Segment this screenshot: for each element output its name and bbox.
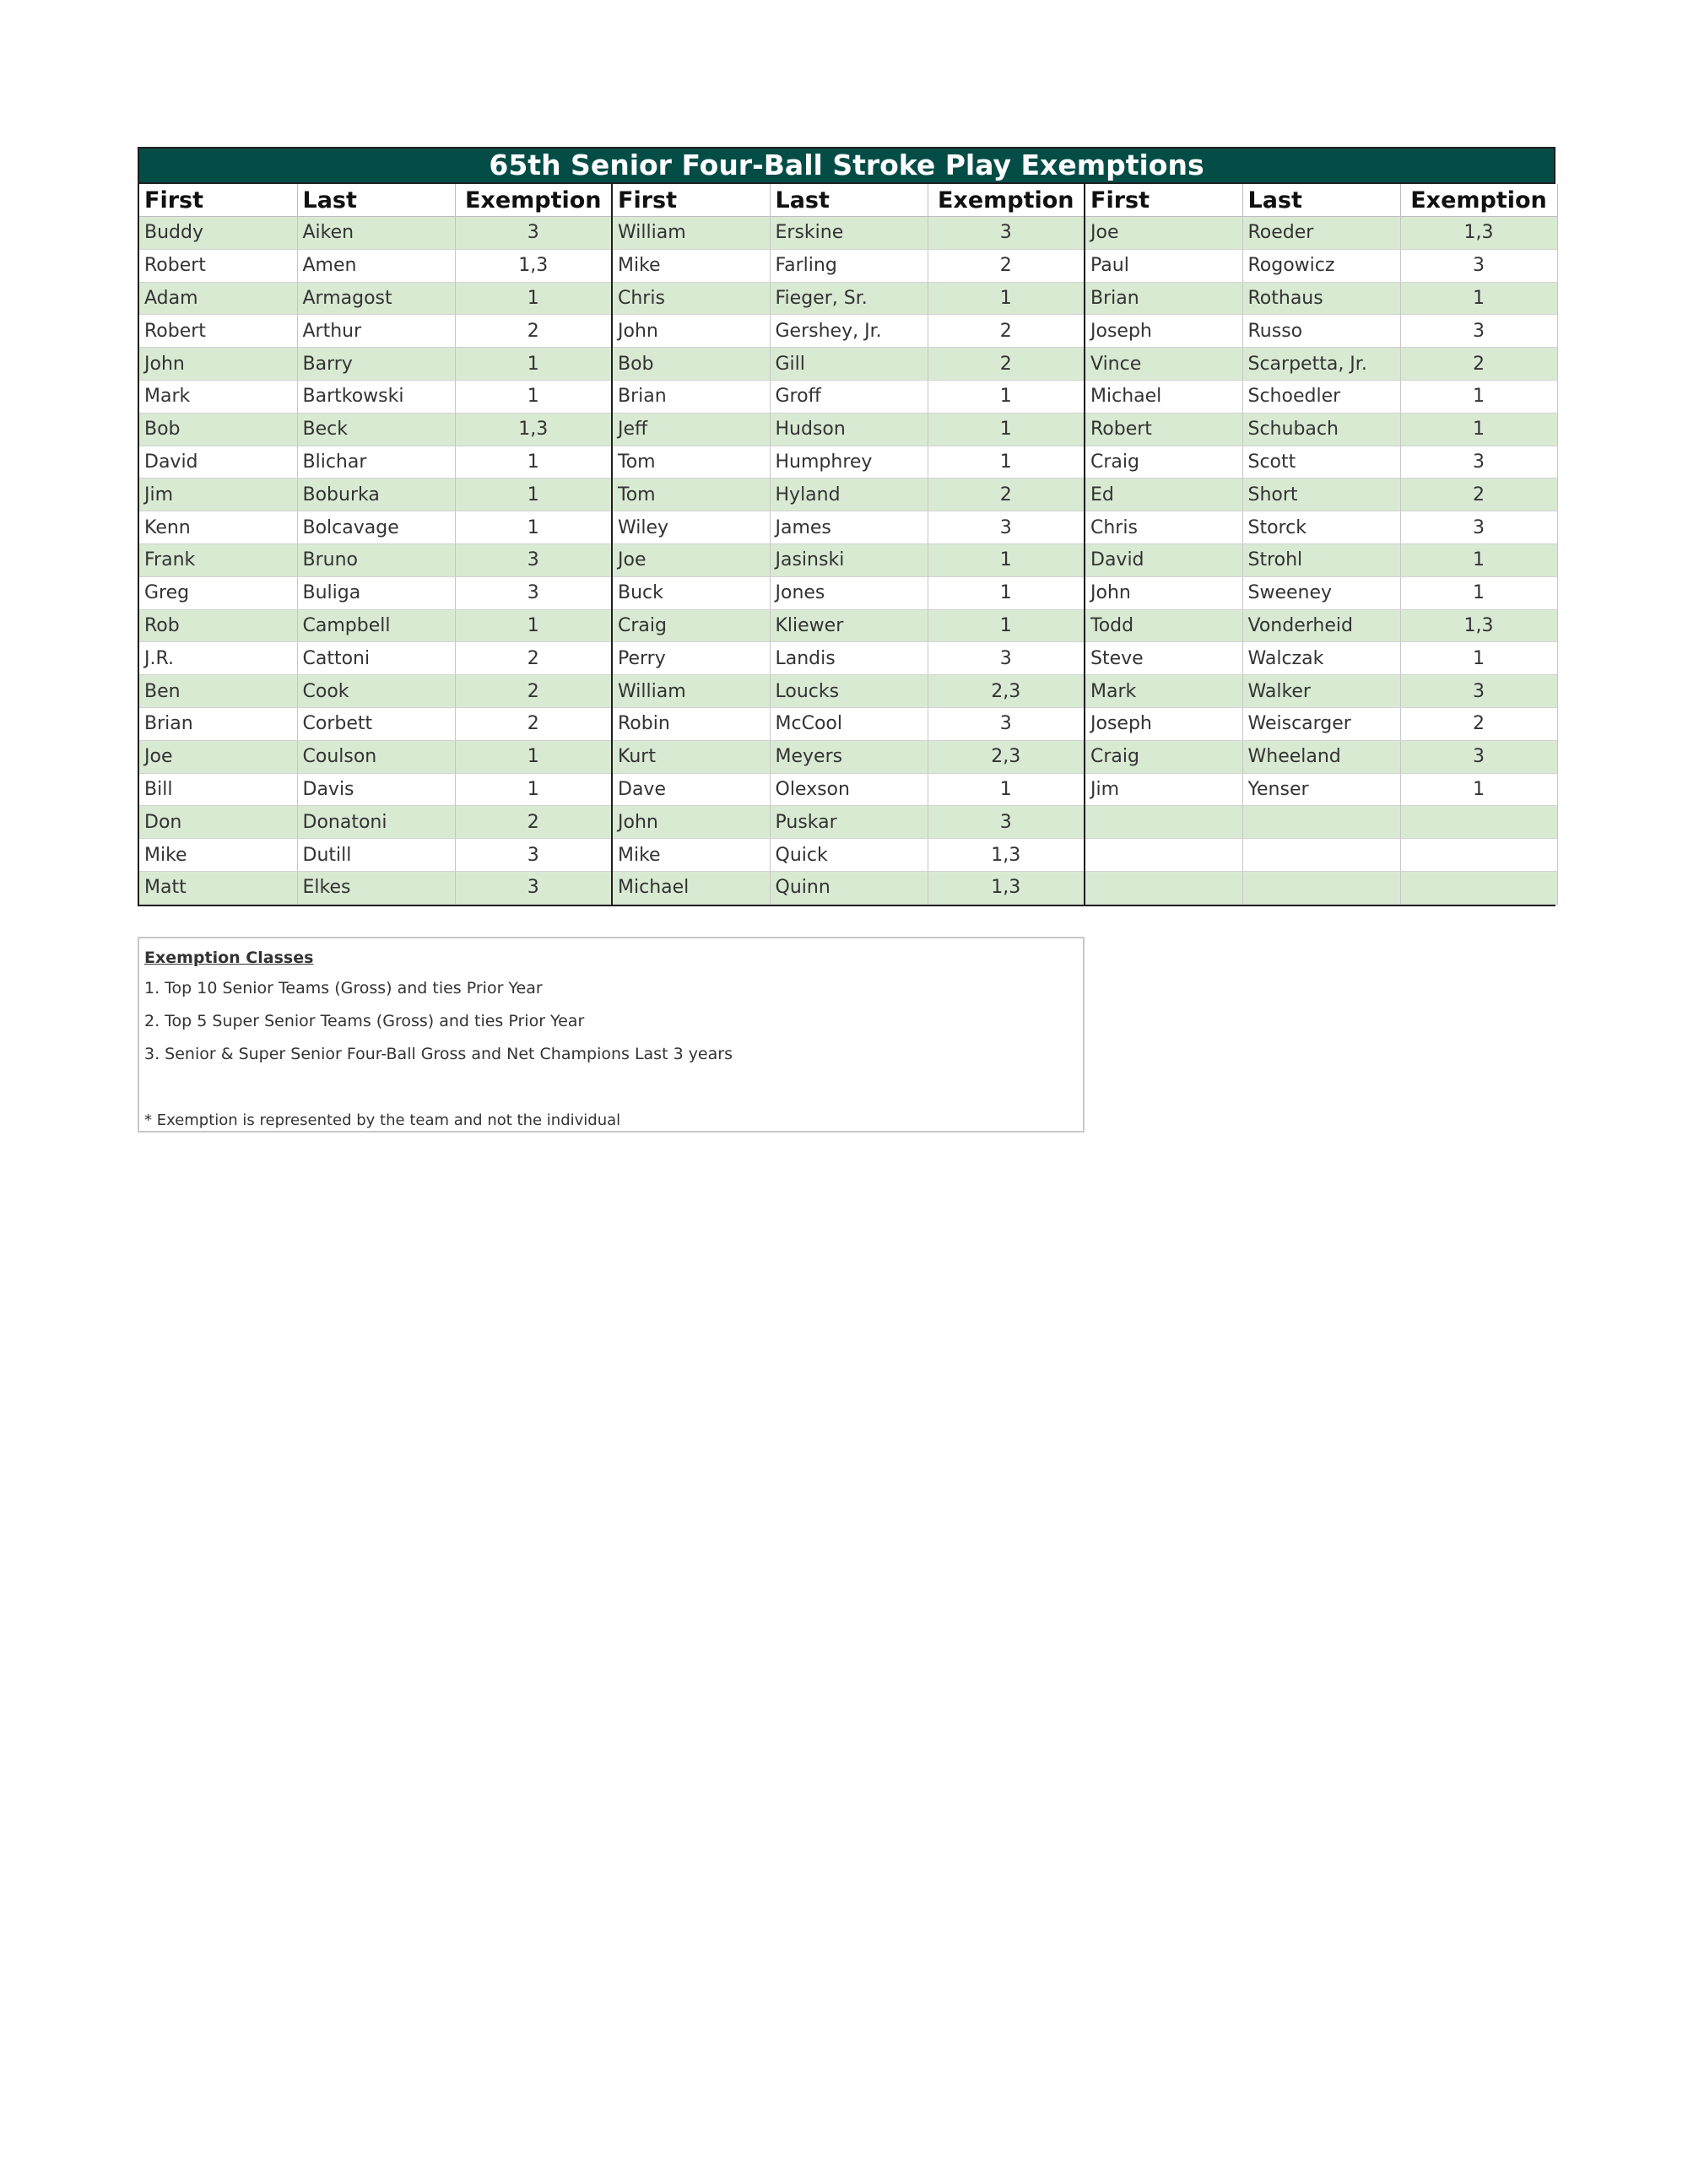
- cell-exemption: 1: [928, 446, 1085, 478]
- cell-first-name: Steve: [1085, 642, 1242, 675]
- cell-last-name: James: [770, 511, 928, 544]
- cell-exemption: 3: [928, 707, 1085, 740]
- cell-exemption: 1: [1400, 380, 1557, 413]
- cell-last-name: Quick: [770, 839, 928, 872]
- cell-first-name: Joe: [612, 543, 770, 576]
- cell-first-name: John: [612, 806, 770, 839]
- cell-first-name: David: [139, 446, 297, 478]
- cell-exemption: [1400, 806, 1557, 839]
- table-row: [139, 707, 1557, 740]
- col-header-first: First: [1085, 184, 1242, 217]
- cell-last-name: Landis: [770, 642, 928, 675]
- cell-first-name: Joseph: [1085, 315, 1242, 348]
- cell-exemption: 3: [1400, 249, 1557, 282]
- table-row: [139, 839, 1557, 872]
- cell-first-name: Bill: [139, 773, 297, 806]
- col-header-last: Last: [770, 184, 928, 217]
- cell-first-name: John: [139, 348, 297, 381]
- cell-exemption: 1: [455, 740, 612, 773]
- cell-first-name: Mark: [1085, 675, 1242, 708]
- cell-last-name: Coulson: [297, 740, 455, 773]
- cell-last-name: Scarpetta, Jr.: [1242, 348, 1400, 381]
- cell-last-name: Wheeland: [1242, 740, 1400, 773]
- cell-exemption: 2: [928, 348, 1085, 381]
- cell-last-name: Campbell: [297, 609, 455, 642]
- cell-last-name: Donatoni: [297, 806, 455, 839]
- cell-last-name: Puskar: [770, 806, 928, 839]
- cell-first-name: Chris: [612, 282, 770, 315]
- cell-last-name: Arthur: [297, 315, 455, 348]
- cell-last-name: Beck: [297, 413, 455, 446]
- cell-last-name: Humphrey: [770, 446, 928, 478]
- cell-first-name: Robert: [139, 315, 297, 348]
- cell-first-name: Brian: [1085, 282, 1242, 315]
- cell-exemption: 2: [455, 642, 612, 675]
- cell-last-name: [1242, 806, 1400, 839]
- cell-exemption: 3: [455, 543, 612, 576]
- cell-last-name: Buliga: [297, 576, 455, 609]
- cell-exemption: 2: [1400, 348, 1557, 381]
- cell-first-name: Bob: [612, 348, 770, 381]
- table-row: [139, 249, 1557, 282]
- cell-last-name: Weiscarger: [1242, 707, 1400, 740]
- cell-exemption: 1: [455, 282, 612, 315]
- col-header-exemption: Exemption: [928, 184, 1085, 217]
- cell-first-name: Jim: [139, 478, 297, 511]
- cell-first-name: [1085, 839, 1242, 872]
- cell-exemption: 3: [1400, 675, 1557, 708]
- cell-first-name: Craig: [1085, 740, 1242, 773]
- cell-last-name: Storck: [1242, 511, 1400, 544]
- cell-last-name: Erskine: [770, 217, 928, 250]
- col-header-exemption: Exemption: [455, 184, 612, 217]
- cell-exemption: 1: [1400, 642, 1557, 675]
- legend-heading: Exemption Classes: [144, 949, 314, 967]
- cell-exemption: 3: [1400, 511, 1557, 544]
- cell-exemption: 3: [1400, 446, 1557, 478]
- table-row: [139, 806, 1557, 839]
- cell-last-name: Vonderheid: [1242, 609, 1400, 642]
- table-row: [139, 576, 1557, 609]
- cell-first-name: Joe: [139, 740, 297, 773]
- cell-exemption: [1400, 839, 1557, 872]
- cell-exemption: 3: [1400, 315, 1557, 348]
- legend-item: 1. Top 10 Senior Teams (Gross) and ties Prior Year: [144, 979, 543, 997]
- cell-exemption: 1,3: [455, 249, 612, 282]
- cell-first-name: Robert: [139, 249, 297, 282]
- legend-item: 3. Senior & Super Senior Four-Ball Gross and Net Champions Last 3 years: [144, 1045, 733, 1063]
- cell-first-name: Paul: [1085, 249, 1242, 282]
- cell-exemption: 1: [928, 282, 1085, 315]
- cell-last-name: Boburka: [297, 478, 455, 511]
- cell-exemption: 3: [455, 576, 612, 609]
- exemptions-table: [139, 184, 1558, 905]
- table-row: [139, 217, 1557, 250]
- cell-exemption: 1,3: [928, 839, 1085, 872]
- cell-last-name: Dutill: [297, 839, 455, 872]
- cell-exemption: 1,3: [1400, 217, 1557, 250]
- legend-item: 2. Top 5 Super Senior Teams (Gross) and ties Prior Year: [144, 1012, 585, 1030]
- header-row: [139, 184, 1557, 217]
- cell-last-name: Armagost: [297, 282, 455, 315]
- table-row: [139, 773, 1557, 806]
- cell-last-name: Bartkowski: [297, 380, 455, 413]
- col-header-last: Last: [297, 184, 455, 217]
- table-row: [139, 675, 1557, 708]
- cell-last-name: Loucks: [770, 675, 928, 708]
- cell-first-name: Todd: [1085, 609, 1242, 642]
- cell-last-name: Fieger, Sr.: [770, 282, 928, 315]
- cell-first-name: Frank: [139, 543, 297, 576]
- cell-first-name: Jim: [1085, 773, 1242, 806]
- table-row: [139, 478, 1557, 511]
- cell-exemption: 3: [1400, 740, 1557, 773]
- cell-last-name: Cook: [297, 675, 455, 708]
- cell-last-name: McCool: [770, 707, 928, 740]
- cell-exemption: 1,3: [455, 413, 612, 446]
- cell-exemption: 3: [455, 217, 612, 250]
- cell-first-name: Kurt: [612, 740, 770, 773]
- legend-note: * Exemption is represented by the team and not the individual: [144, 1111, 621, 1129]
- table-row: [139, 413, 1557, 446]
- cell-first-name: [1085, 806, 1242, 839]
- cell-exemption: 2: [455, 675, 612, 708]
- cell-last-name: Bolcavage: [297, 511, 455, 544]
- cell-first-name: Mark: [139, 380, 297, 413]
- cell-last-name: Jasinski: [770, 543, 928, 576]
- cell-first-name: Michael: [612, 871, 770, 904]
- cell-exemption: 1,3: [1400, 609, 1557, 642]
- cell-last-name: Groff: [770, 380, 928, 413]
- table-row: [139, 543, 1557, 576]
- sheet-title: 65th Senior Four-Ball Stroke Play Exemptions: [139, 149, 1554, 184]
- cell-last-name: Walczak: [1242, 642, 1400, 675]
- cell-last-name: Amen: [297, 249, 455, 282]
- cell-first-name: Kenn: [139, 511, 297, 544]
- cell-exemption: 3: [928, 806, 1085, 839]
- col-header-exemption: Exemption: [1400, 184, 1557, 217]
- cell-first-name: Robin: [612, 707, 770, 740]
- cell-exemption: 1: [928, 413, 1085, 446]
- col-header-first: First: [612, 184, 770, 217]
- cell-last-name: Schubach: [1242, 413, 1400, 446]
- cell-last-name: Kliewer: [770, 609, 928, 642]
- cell-exemption: 3: [928, 217, 1085, 250]
- cell-first-name: Mike: [612, 839, 770, 872]
- cell-exemption: 2,3: [928, 740, 1085, 773]
- cell-last-name: Olexson: [770, 773, 928, 806]
- cell-first-name: Mike: [139, 839, 297, 872]
- cell-last-name: [1242, 871, 1400, 904]
- table-row: [139, 642, 1557, 675]
- cell-exemption: 1: [455, 446, 612, 478]
- cell-last-name: Gershey, Jr.: [770, 315, 928, 348]
- cell-last-name: Russo: [1242, 315, 1400, 348]
- cell-exemption: 2: [1400, 707, 1557, 740]
- cell-exemption: 2: [1400, 478, 1557, 511]
- cell-last-name: Schoedler: [1242, 380, 1400, 413]
- cell-last-name: Hudson: [770, 413, 928, 446]
- cell-first-name: Dave: [612, 773, 770, 806]
- cell-exemption: 2: [928, 249, 1085, 282]
- cell-exemption: 1: [1400, 282, 1557, 315]
- table-row: [139, 282, 1557, 315]
- cell-first-name: Joe: [1085, 217, 1242, 250]
- cell-first-name: Chris: [1085, 511, 1242, 544]
- cell-exemption: 1: [455, 478, 612, 511]
- cell-last-name: Jones: [770, 576, 928, 609]
- cell-exemption: 2,3: [928, 675, 1085, 708]
- cell-last-name: Davis: [297, 773, 455, 806]
- cell-last-name: Rothaus: [1242, 282, 1400, 315]
- table-row: [139, 315, 1557, 348]
- cell-exemption: 1: [455, 348, 612, 381]
- cell-first-name: William: [612, 217, 770, 250]
- table-row: [139, 609, 1557, 642]
- table-row: [139, 446, 1557, 478]
- cell-exemption: 3: [455, 839, 612, 872]
- cell-first-name: Vince: [1085, 348, 1242, 381]
- cell-exemption: 3: [455, 871, 612, 904]
- table-row: [139, 511, 1557, 544]
- cell-last-name: Aiken: [297, 217, 455, 250]
- cell-exemption: 2: [928, 478, 1085, 511]
- cell-exemption: 2: [455, 315, 612, 348]
- cell-exemption: 2: [455, 707, 612, 740]
- table-row: [139, 871, 1557, 904]
- cell-first-name: J.R.: [139, 642, 297, 675]
- cell-first-name: William: [612, 675, 770, 708]
- cell-exemption: 1: [928, 773, 1085, 806]
- cell-exemption: 1: [1400, 773, 1557, 806]
- cell-last-name: Meyers: [770, 740, 928, 773]
- cell-exemption: 1: [455, 609, 612, 642]
- cell-last-name: Sweeney: [1242, 576, 1400, 609]
- cell-first-name: Michael: [1085, 380, 1242, 413]
- cell-exemption: 1: [1400, 543, 1557, 576]
- cell-first-name: Greg: [139, 576, 297, 609]
- cell-first-name: Rob: [139, 609, 297, 642]
- cell-last-name: Roeder: [1242, 217, 1400, 250]
- cell-exemption: 1: [928, 609, 1085, 642]
- cell-first-name: John: [612, 315, 770, 348]
- cell-first-name: Brian: [139, 707, 297, 740]
- cell-first-name: Craig: [1085, 446, 1242, 478]
- col-header-first: First: [139, 184, 297, 217]
- cell-exemption: 1: [455, 380, 612, 413]
- cell-exemption: 1: [928, 543, 1085, 576]
- cell-exemption: 2: [928, 315, 1085, 348]
- cell-exemption: 1: [928, 380, 1085, 413]
- cell-first-name: Buck: [612, 576, 770, 609]
- table-row: [139, 380, 1557, 413]
- cell-first-name: Brian: [612, 380, 770, 413]
- cell-exemption: 1: [455, 773, 612, 806]
- cell-first-name: Matt: [139, 871, 297, 904]
- cell-exemption: [1400, 871, 1557, 904]
- cell-exemption: 1: [928, 576, 1085, 609]
- cell-first-name: Don: [139, 806, 297, 839]
- cell-last-name: Hyland: [770, 478, 928, 511]
- cell-last-name: Corbett: [297, 707, 455, 740]
- cell-first-name: David: [1085, 543, 1242, 576]
- cell-exemption: 1,3: [928, 871, 1085, 904]
- table-row: [139, 740, 1557, 773]
- cell-last-name: Yenser: [1242, 773, 1400, 806]
- cell-exemption: 1: [1400, 413, 1557, 446]
- table-row: [139, 348, 1557, 381]
- cell-first-name: Adam: [139, 282, 297, 315]
- cell-first-name: Bob: [139, 413, 297, 446]
- cell-last-name: Bruno: [297, 543, 455, 576]
- cell-last-name: Farling: [770, 249, 928, 282]
- cell-last-name: [1242, 839, 1400, 872]
- cell-last-name: Elkes: [297, 871, 455, 904]
- cell-last-name: Strohl: [1242, 543, 1400, 576]
- cell-first-name: Perry: [612, 642, 770, 675]
- cell-first-name: Ben: [139, 675, 297, 708]
- cell-first-name: John: [1085, 576, 1242, 609]
- cell-first-name: Wiley: [612, 511, 770, 544]
- cell-last-name: Barry: [297, 348, 455, 381]
- cell-first-name: Craig: [612, 609, 770, 642]
- cell-last-name: Gill: [770, 348, 928, 381]
- cell-exemption: 2: [455, 806, 612, 839]
- cell-first-name: Ed: [1085, 478, 1242, 511]
- cell-first-name: Jeff: [612, 413, 770, 446]
- cell-first-name: [1085, 871, 1242, 904]
- cell-last-name: Scott: [1242, 446, 1400, 478]
- cell-last-name: Walker: [1242, 675, 1400, 708]
- cell-exemption: 3: [928, 642, 1085, 675]
- exemptions-sheet: [138, 147, 1555, 906]
- exemption-classes-legend: [138, 937, 1085, 1133]
- cell-first-name: Tom: [612, 478, 770, 511]
- cell-first-name: Mike: [612, 249, 770, 282]
- col-header-last: Last: [1242, 184, 1400, 217]
- cell-first-name: Joseph: [1085, 707, 1242, 740]
- cell-first-name: Robert: [1085, 413, 1242, 446]
- cell-last-name: Rogowicz: [1242, 249, 1400, 282]
- cell-exemption: 3: [928, 511, 1085, 544]
- cell-first-name: Buddy: [139, 217, 297, 250]
- cell-last-name: Short: [1242, 478, 1400, 511]
- cell-last-name: Cattoni: [297, 642, 455, 675]
- cell-first-name: Tom: [612, 446, 770, 478]
- cell-exemption: 1: [1400, 576, 1557, 609]
- cell-exemption: 1: [455, 511, 612, 544]
- cell-last-name: Quinn: [770, 871, 928, 904]
- cell-last-name: Blichar: [297, 446, 455, 478]
